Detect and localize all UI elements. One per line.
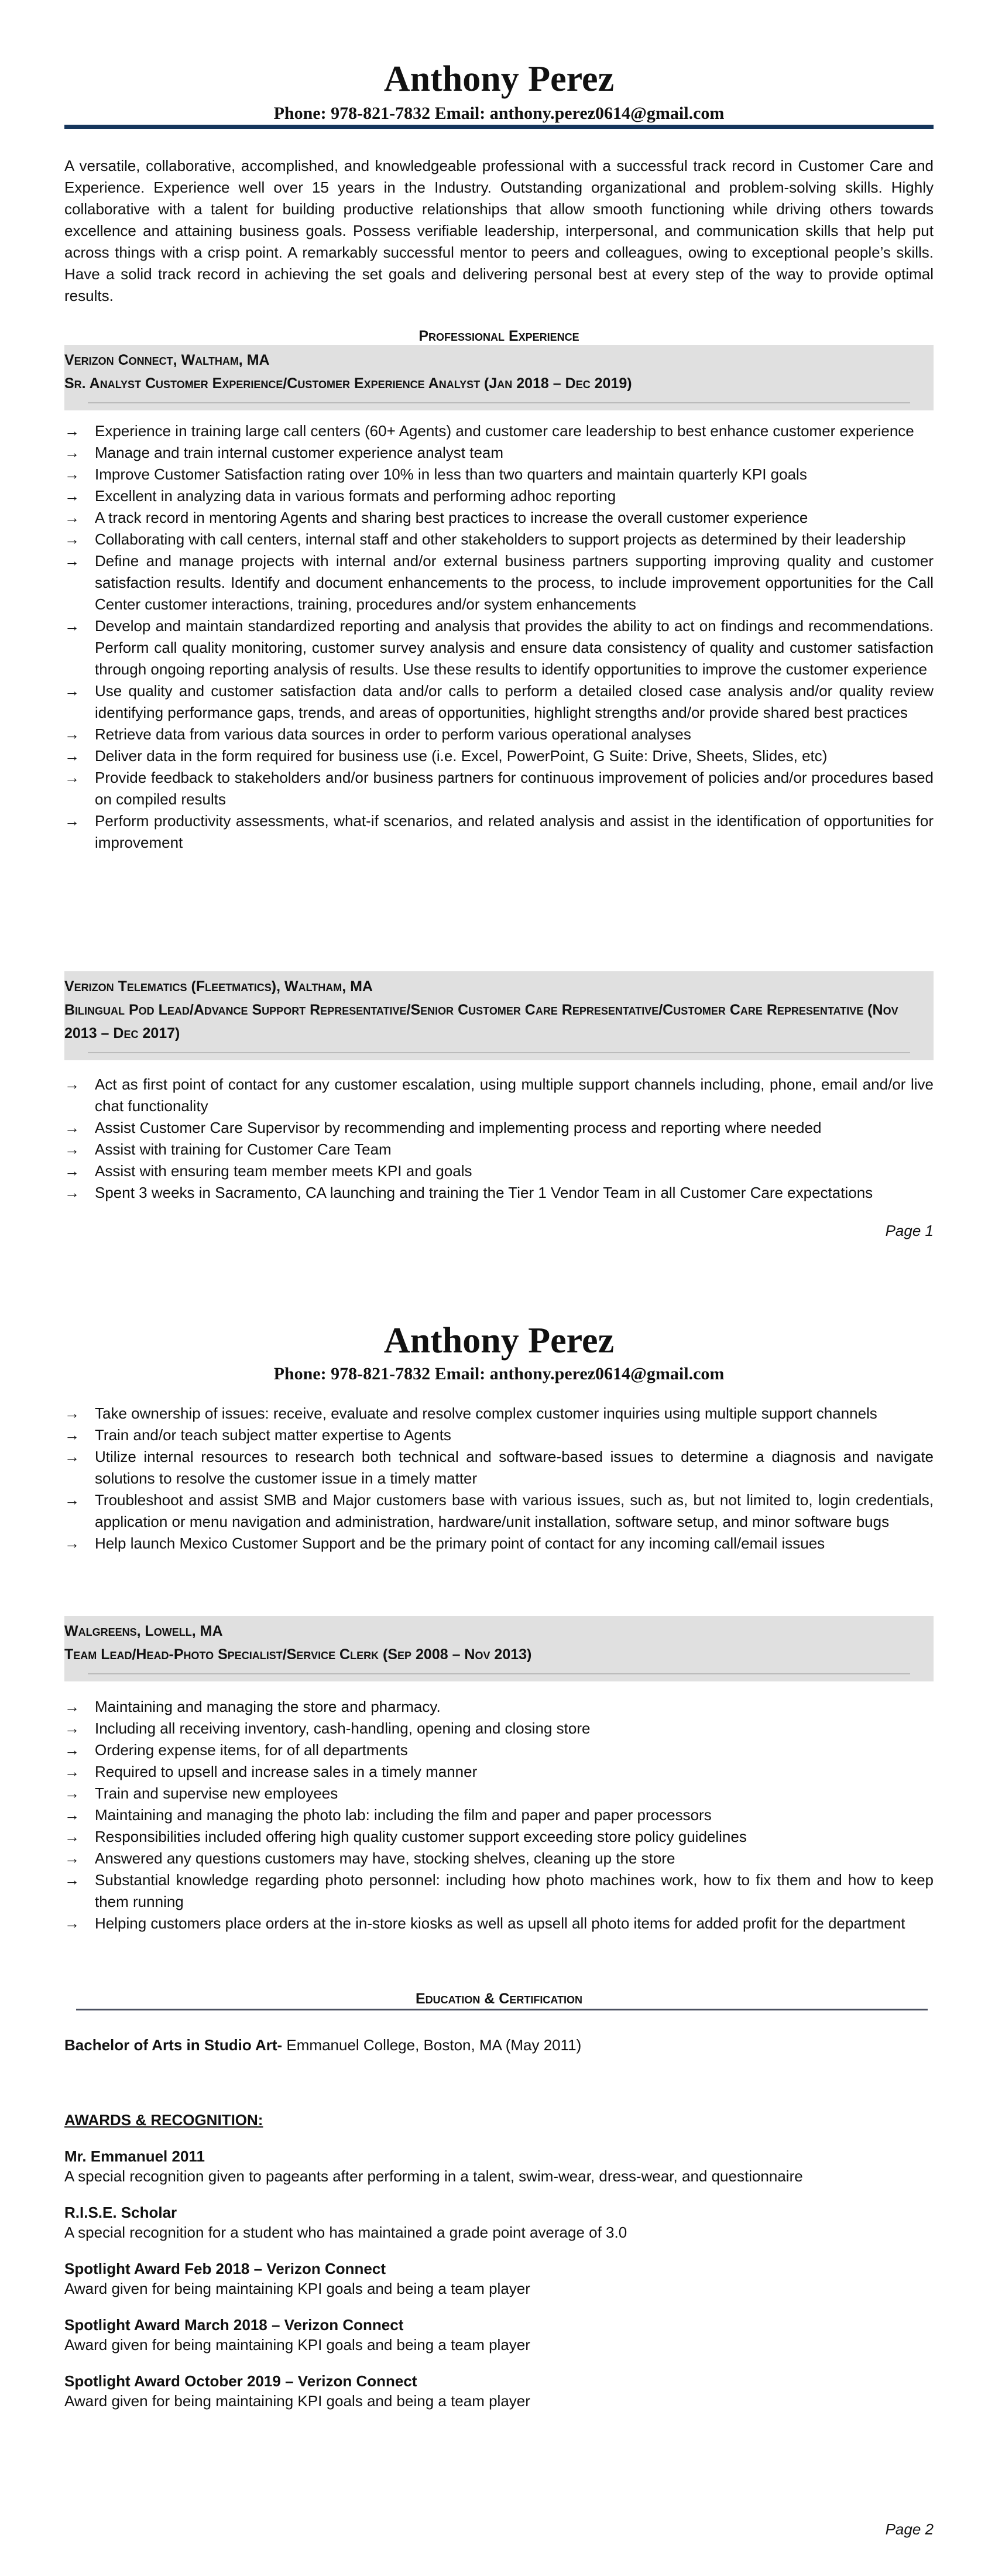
bullet-item [64, 680, 934, 724]
bullet-item [64, 1424, 934, 1446]
arrow-icon: → [64, 1184, 80, 1201]
award-title: Spotlight Award Feb 2018 – Verizon Connect [64, 2260, 386, 2277]
arrow-icon: → [64, 1698, 80, 1715]
bullet-item [64, 1117, 934, 1139]
arrow-icon: → [64, 552, 80, 570]
bullet-text: Perform productivity assessments, what-if scenarios, and related analysis and assist in the identification of opportunities for improvement [95, 812, 934, 851]
bullet-text: Collaborating with call centers, internal staff and other stakeholders to support projects as determined by their leadership [95, 530, 906, 548]
candidate-name: Anthony Perez [383, 1321, 615, 1361]
job-title: Bilingual Pod Lead/Advance Support Representative/Senior Customer Care Representative/Customer Care Representative (Nov 2013 – Dec 2017) [64, 1002, 898, 1042]
bullet-text: Deliver data in the form required for business use (i.e. Excel, PowerPoint, G Suite: Drive, Sheets, Slides, etc) [95, 747, 828, 765]
job-bullets [64, 1403, 934, 1554]
arrow-icon: → [64, 1534, 80, 1552]
bullet-item [64, 464, 934, 485]
awards-heading: AWARDS & RECOGNITION: [64, 2111, 263, 2129]
job-bullets [64, 1074, 934, 1204]
bullet-item [64, 1182, 934, 1204]
bullet-text: Act as first point of contact for any customer escalation, using multiple support channels including, phone, email and/or live chat functionality [95, 1075, 934, 1115]
page-number: Page 2 [885, 2520, 934, 2538]
header-rule [64, 125, 934, 129]
arrow-icon: → [64, 1914, 80, 1932]
bullet-item [64, 1489, 934, 1533]
bullet-text: Maintaining and managing the photo lab: including the film and paper and paper processors [95, 1806, 712, 1824]
bullet-item [64, 550, 934, 615]
bullet-item [64, 1739, 934, 1761]
arrow-icon: → [64, 422, 80, 440]
bullet-item [64, 1761, 934, 1783]
bullet-text: Develop and maintain standardized reporting and analysis that provides the ability to act on findings and recommendations. Perform call quality monitoring, customer survey analysis and ensure data consistency of quality and customer satisfaction through ongoing reporting analysis of results. Use these results to identify opportunities to improve the customer experience [95, 617, 934, 678]
bullet-item [64, 1533, 934, 1554]
arrow-icon: → [64, 1405, 80, 1422]
bullet-text: Improve Customer Satisfaction rating over 10% in less than two quarters and maintain quarterly KPI goals [95, 465, 807, 483]
arrow-icon: → [64, 617, 80, 635]
bullet-text: Spent 3 weeks in Sacramento, CA launching and training the Tier 1 Vendor Team in all Customer Care expectations [95, 1184, 873, 1201]
arrow-icon: → [64, 1719, 80, 1737]
bullet-item [64, 615, 934, 680]
arrow-icon: → [64, 509, 80, 526]
job-title: Sr. Analyst Customer Experience/Customer Experience Analyst (Jan 2018 – Dec 2019) [64, 375, 632, 392]
bullet-item [64, 442, 934, 464]
arrow-icon: → [64, 1426, 80, 1444]
job-bullets [64, 420, 934, 854]
award-description: Award given for being maintaining KPI goals and being a team player [64, 2336, 530, 2354]
bullet-item [64, 1446, 934, 1489]
bullet-item [64, 724, 934, 745]
arrow-icon: → [64, 812, 80, 830]
bullet-item [64, 1913, 934, 1934]
bullet-text: Assist with ensuring team member meets KPI and goals [95, 1162, 472, 1180]
arrow-icon: → [64, 725, 80, 743]
bullet-item [64, 1848, 934, 1869]
bullet-text: Assist with training for Customer Care Team [95, 1140, 392, 1158]
bullet-text: Helping customers place orders at the in-store kiosks as well as upsell all photo items for added profit for the department [95, 1914, 905, 1932]
bullet-item [64, 1718, 934, 1739]
bullet-text: Manage and train internal customer experience analyst team [95, 444, 504, 461]
arrow-icon: → [64, 1162, 80, 1180]
award-item [64, 2371, 934, 2411]
bullet-text: Required to upsell and increase sales in a timely manner [95, 1763, 478, 1780]
award-title: Mr. Emmanuel 2011 [64, 2147, 205, 2165]
bullet-text: Use quality and customer satisfaction data and/or calls to perform a detailed closed case analysis and/or quality review identifying performance gaps, trends, and areas of opportunities, highlight strengths and/or provide shared best practices [95, 682, 934, 721]
bullet-text: Maintaining and managing the store and pharmacy. [95, 1698, 441, 1715]
divider [88, 1052, 910, 1053]
bullet-text: Ordering expense items, for of all departments [95, 1741, 408, 1759]
bullet-text: Utilize internal resources to research both technical and software-based issues to determine a diagnosis and navigate solutions to resolve the customer issue in a timely matter [95, 1448, 934, 1487]
bullet-text: A track record in mentoring Agents and sharing best practices to increase the overall customer experience [95, 509, 808, 526]
job-header-verizon-connect [64, 345, 934, 410]
degree: Bachelor of Arts in Studio Art- [64, 2036, 283, 2054]
bullet-text: Take ownership of issues: receive, evaluate and resolve complex customer inquiries using multiple support channels [95, 1405, 877, 1422]
bullet-text: Provide feedback to stakeholders and/or business partners for continuous improvement of policies and/or procedures based on compiled results [95, 769, 934, 808]
arrow-icon: → [64, 1828, 80, 1845]
job-header-verizon-telematics [64, 971, 934, 1060]
award-description: Award given for being maintaining KPI goals and being a team player [64, 2392, 530, 2410]
arrow-icon: → [64, 1075, 80, 1093]
bullet-text: Troubleshoot and assist SMB and Major customers base with various issues, such as, but not limited to, login credentials, application or menu navigation and administration, hardware/unit installation, software setup, and minor software bugs [95, 1491, 934, 1530]
award-title: Spotlight Award October 2019 – Verizon Connect [64, 2372, 417, 2390]
award-description: A special recognition given to pageants after performing in a talent, swim-wear, dress-wear, and questionnaire [64, 2167, 803, 2185]
arrow-icon: → [64, 1448, 80, 1465]
bullet-text: Experience in training large call centers (60+ Agents) and customer care leadership to best enhance customer experience [95, 422, 914, 440]
arrow-icon: → [64, 1806, 80, 1824]
company: Walgreens, Lowell, MA [64, 1623, 223, 1639]
bullet-item [64, 1074, 934, 1117]
award-item [64, 2315, 934, 2355]
bullet-item [64, 420, 934, 442]
divider [88, 402, 910, 403]
award-title: Spotlight Award March 2018 – Verizon Connect [64, 2316, 404, 2334]
arrow-icon: → [64, 1119, 80, 1136]
award-description: A special recognition for a student who has maintained a grade point average of 3.0 [64, 2224, 627, 2241]
bullet-item [64, 1696, 934, 1718]
bullet-item [64, 485, 934, 507]
summary: A versatile, collaborative, accomplished, and knowledgeable professional with a successful track record in Customer Care and Experience. Experience well over 15 years in the Industry. Outstanding organizational and problem-solving skills. Highly collaborative with a talent for building productive relationships that allow smooth functioning while driving others towards excellence and attaining business goals. Possess verifiable leadership, interpersonal, and communication skills that help put across things with a crisp point. A remarkably successful mentor to peers and colleagues, owing to exceptional people’s skills. Have a solid track record in achieving the set goals and delivering personal best at every step of the way to provide optimal results. [64, 157, 934, 304]
bullet-item [64, 1826, 934, 1848]
education-heading: Education & Certification [416, 1991, 582, 2007]
arrow-icon: → [64, 530, 80, 548]
bullet-text: Assist Customer Care Supervisor by recommending and implementing process and reporting where needed [95, 1119, 822, 1136]
bullet-item [64, 810, 934, 854]
bullet-text: Train and/or teach subject matter expertise to Agents [95, 1426, 451, 1444]
arrow-icon: → [64, 682, 80, 700]
award-title: R.I.S.E. Scholar [64, 2204, 177, 2221]
school: Emmanuel College, Boston, MA (May 2011) [282, 2036, 582, 2054]
bullet-item [64, 745, 934, 767]
bullet-item [64, 1139, 934, 1160]
page-number: Page 1 [885, 1222, 934, 1239]
arrow-icon: → [64, 487, 80, 505]
contact-line: Phone: 978-821-7832 Email: anthony.perez0614@gmail.com [273, 1364, 725, 1383]
award-item [64, 2202, 934, 2242]
awards-list [64, 2146, 934, 2427]
arrow-icon: → [64, 747, 80, 765]
job-title: Team Lead/Head-Photo Specialist/Service Clerk (Sep 2008 – Nov 2013) [64, 1646, 532, 1663]
bullet-item [64, 507, 934, 529]
bullet-text: Answered any questions customers may have, stocking shelves, cleaning up the store [95, 1849, 675, 1867]
bullet-item [64, 1160, 934, 1182]
candidate-name: Anthony Perez [383, 59, 615, 99]
job-bullets [64, 1696, 934, 1934]
job-header-walgreens [64, 1616, 934, 1681]
arrow-icon: → [64, 1491, 80, 1509]
experience-heading: Professional Experience [418, 328, 579, 344]
arrow-icon: → [64, 1871, 80, 1889]
bullet-text: Responsibilities included offering high quality customer support exceeding store policy guidelines [95, 1828, 747, 1845]
bullet-text: Retrieve data from various data sources in order to perform various operational analyses [95, 725, 691, 743]
education-rule [76, 2009, 928, 2010]
education-entry [64, 2035, 934, 2055]
arrow-icon: → [64, 1849, 80, 1867]
bullet-text: Help launch Mexico Customer Support and be the primary point of contact for any incoming call/email issues [95, 1534, 825, 1552]
contact-line: Phone: 978-821-7832 Email: anthony.perez0614@gmail.com [273, 104, 725, 123]
bullet-item [64, 1804, 934, 1826]
bullet-item [64, 767, 934, 810]
arrow-icon: → [64, 1741, 80, 1759]
award-description: Award given for being maintaining KPI goals and being a team player [64, 2280, 530, 2297]
arrow-icon: → [64, 1140, 80, 1158]
bullet-text: Including all receiving inventory, cash-handling, opening and closing store [95, 1719, 591, 1737]
bullet-text: Define and manage projects with internal and/or external business partners supporting improving quality and customer satisfaction results. Identify and document enhancements to the process, to include improvement opportunities for the Call Center customer interactions, training, procedures and/or system enhancements [95, 552, 934, 613]
bullet-text: Substantial knowledge regarding photo personnel: including how photo machines work, how to fix them and how to keep them running [95, 1871, 934, 1910]
bullet-text: Excellent in analyzing data in various formats and performing adhoc reporting [95, 487, 616, 505]
bullet-item [64, 1869, 934, 1913]
company: Verizon Connect, Waltham, MA [64, 352, 270, 368]
bullet-text: Train and supervise new employees [95, 1784, 338, 1802]
arrow-icon: → [64, 444, 80, 461]
company: Verizon Telematics (Fleetmatics), Waltham, MA [64, 978, 373, 995]
arrow-icon: → [64, 1763, 80, 1780]
bullet-item [64, 529, 934, 550]
award-item [64, 2259, 934, 2298]
divider [88, 1673, 910, 1674]
bullet-item [64, 1403, 934, 1424]
arrow-icon: → [64, 1784, 80, 1802]
arrow-icon: → [64, 465, 80, 483]
bullet-item [64, 1783, 934, 1804]
arrow-icon: → [64, 769, 80, 786]
award-item [64, 2146, 934, 2186]
